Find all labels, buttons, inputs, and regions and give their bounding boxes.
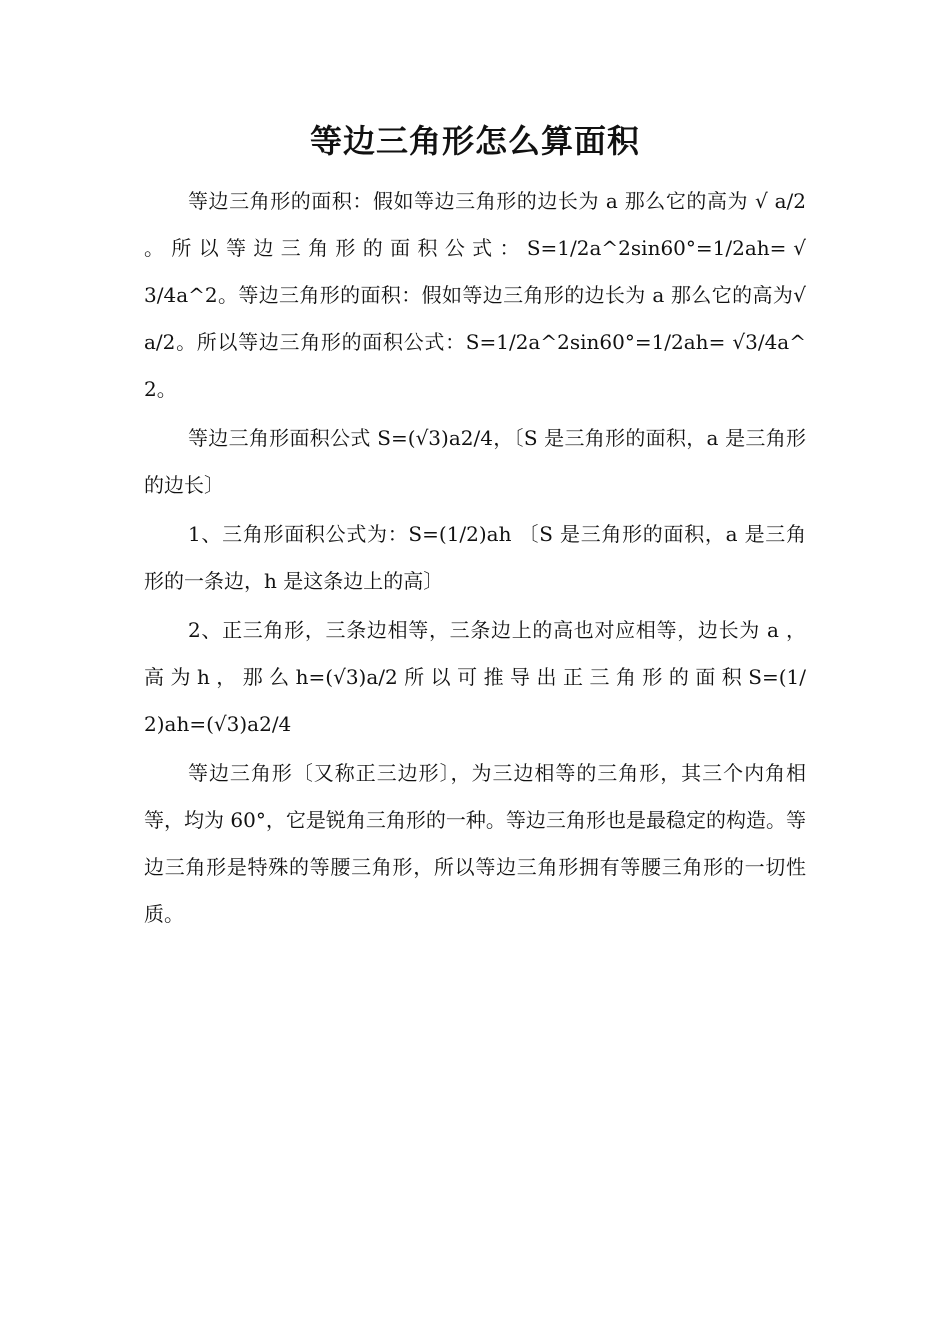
document-title: 等边三角形怎么算面积 xyxy=(309,122,640,160)
paragraph-regular-triangle: 2、正三角形，三条边相等，三条边上的高也对应相等，边长为 a ， 高 为 h ， 那 么 h=(√3)a/2 所 以 可 推 导 出 正 三 角 形 的 面 积 S=(1/2)ah=(√3)a2/4 xyxy=(144,618,806,736)
paragraph-area-formula: 等边三角形面积公式 S=(√3)a2/4，〔S 是三角形的面积，a 是三角形的边长〕 xyxy=(144,426,806,497)
paragraph-triangle-formula: 1、三角形面积公式为：S=(1/2)ah 〔S 是三角形的面积，a 是三角形的一条边，h 是这条边上的高〕 xyxy=(144,522,806,593)
paragraph-properties: 等边三角形〔又称正三边形〕，为三边相等的三角形，其三个内角相等，均为 60°，它是锐角三角形的一种。等边三角形也是最稳定的构造。等边三角形是特殊的等腰三角形，所以等边三角形拥有等腰三角形的一切性质。 xyxy=(144,761,806,926)
document-body xyxy=(144,178,806,940)
paragraph-area-definition: 等边三角形的面积：假如等边三角形的边长为 a 那么它的高为 √ a/2 。 所 以 等 边 三 角 形 的 面 积 公 式 ： S=1/2a^2sin60°=1/2ah= √3/4a^2。等边三角形的面积：假如等边三角形的边长为 a 那么它的高为√a/2。所以等边三角形的面积公式：S=1/2a^2sin60°=1/2ah= √3/4a^2。 xyxy=(144,189,806,401)
